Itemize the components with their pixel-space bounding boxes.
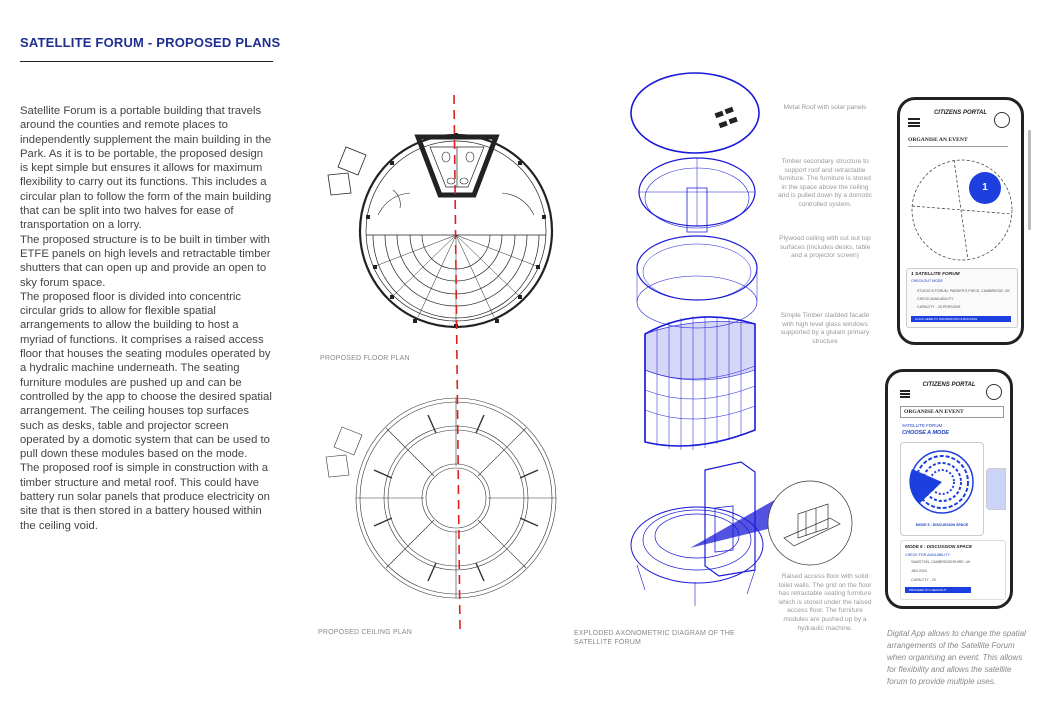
phone-mockup-map: [897, 97, 1024, 345]
profile-avatar-icon[interactable]: [994, 112, 1010, 128]
paragraph-3: The proposed floor is divided into concentric circular grids to allow for flexible spatial arrangements to allow the building to host a myriad of functions. It comprises a raised access floor that houses the seating modules operated by a hydralic machine underneath. The seating furniture modules are pushed up and can be controlled by the app to choose the desired spatial arrangement. The ceiling houses top surfaces such as desks, table and projector screen operated by a domotic system that can be used to pull down these modules based on the mode.: [20, 290, 272, 461]
mode-details-card: [900, 540, 1006, 600]
scroll-indicator: [1028, 130, 1031, 230]
note-plywood-ceiling: Plywood ceiling with cut out top surfaces (Includes desks, table and a projector screen): [779, 235, 871, 260]
mode-diagram: [909, 449, 975, 515]
breadcrumb[interactable]: SATELLITE FORUM: [902, 423, 943, 428]
menu-icon-2[interactable]: [900, 390, 910, 398]
note-raised-floor: Raised access floor with solid toilet walls. The grid on the floor has retractable seating furniture which is stored under the raised access floor. The furniture modules are pushed up by a hydraulic machine.: [778, 573, 872, 632]
floor-plan-caption: PROPOSED FLOOR PLAN: [320, 355, 410, 362]
note-timber-facade: Simple Timber cladded facade with high level glass windows supported by a glulam primary structure: [780, 312, 870, 345]
next-mode-card[interactable]: [986, 468, 1006, 510]
location-marker[interactable]: 1: [969, 172, 1001, 204]
title-divider: [20, 61, 273, 62]
paragraph-2: The proposed structure is to be built in timber with ETFE panels on high levels and retractable timber shutters that can open up and provide an open to sky forum space.: [20, 233, 271, 289]
card-subtitle: CHECKOUT MODE: [911, 279, 943, 283]
location-map[interactable]: [906, 156, 1018, 264]
organise-event-label[interactable]: ORGANISE AN EVENT: [908, 137, 1008, 147]
profile-avatar-icon-2[interactable]: [986, 384, 1002, 400]
location-text: SAWSTON, CAMBRIDGESHIRE, UK: [911, 560, 971, 564]
section-title: MODE 5 : DISCUSSION SPACE: [905, 544, 973, 549]
forum-info-card[interactable]: [906, 268, 1018, 328]
portal-title: CITIZENS PORTAL: [933, 110, 988, 116]
note-timber-secondary: Timber secondary structure to support roof and retractable furniture. The furniture is stored in the space above the ceiling and is pulled down by a domotic controlled system.: [778, 158, 872, 208]
checkout-button[interactable]: PROCEED TO CHECKOUT: [905, 587, 971, 593]
check-availability[interactable]: CHECK FOR AVAILABILITY: [905, 553, 950, 557]
description-text: [20, 104, 274, 533]
mode-card[interactable]: [900, 442, 984, 536]
menu-icon[interactable]: [908, 118, 920, 127]
phone-mockup-modes: [885, 369, 1013, 609]
split-axis-line: [440, 95, 470, 630]
ceiling-plan-caption: PROPOSED CEILING PLAN: [318, 629, 413, 636]
portal-title-2: CITIZENS PORTAL: [922, 382, 976, 388]
date-text: JAN 2024: [911, 569, 927, 573]
card-address: STUDIO 8 FORUM, PARKER'S PIECE, CAMBRIDGE, UK: [917, 289, 1010, 293]
choose-mode-heading: CHOOSE A MODE: [902, 430, 949, 436]
axonometric-caption: EXPLODED AXONOMETRIC DIAGRAM OF THE SATELLITE FORUM: [574, 630, 735, 646]
page-title: SATELLITE FORUM - PROPOSED PLANS: [20, 35, 281, 50]
paragraph-1: Satellite Forum is a portable building that travels around the counties and remote places to independently supplement the main building in the Park. As it is to be portable, the proposed design is kept simple but ensures it allows for maximum flexibility to carry out its functions. This includes a circular plan to follow the form of the main building that can be split into two halves for ease of transportation on a lorry.: [20, 105, 272, 232]
note-metal-roof: Metal Roof with solar panels: [783, 104, 867, 111]
seating-detail-drawing: [680, 478, 860, 578]
app-description: Digital App allows to change the spatial arrangements of the Satellite Forum when organising an event. This allows for flexibility and allows the satellite forum to provide multiple uses.: [887, 629, 1026, 686]
paragraph-4: The proposed roof is simple in construction with a timber structure and metal roof. This could have battery run solar panels that produce electricity on site that is then stored in a battery housed within the ceiling void.: [20, 462, 270, 532]
mode-label: MODE 5 : DISCUSSION SPACE: [915, 523, 969, 527]
card-availability[interactable]: CHECK AVAILABILITY: [917, 297, 954, 301]
card-capacity: CAPACITY - 20 PERSONS: [917, 305, 961, 309]
card-title: 1 SATELLITE FORUM: [911, 272, 960, 277]
organise-event-label-2[interactable]: ORGANISE AN EVENT: [900, 406, 1004, 418]
booking-button[interactable]: CLICK HERE TO INFORMATION & BOOKING: [911, 316, 1011, 322]
capacity-text: CAPACITY - 20: [911, 578, 936, 582]
